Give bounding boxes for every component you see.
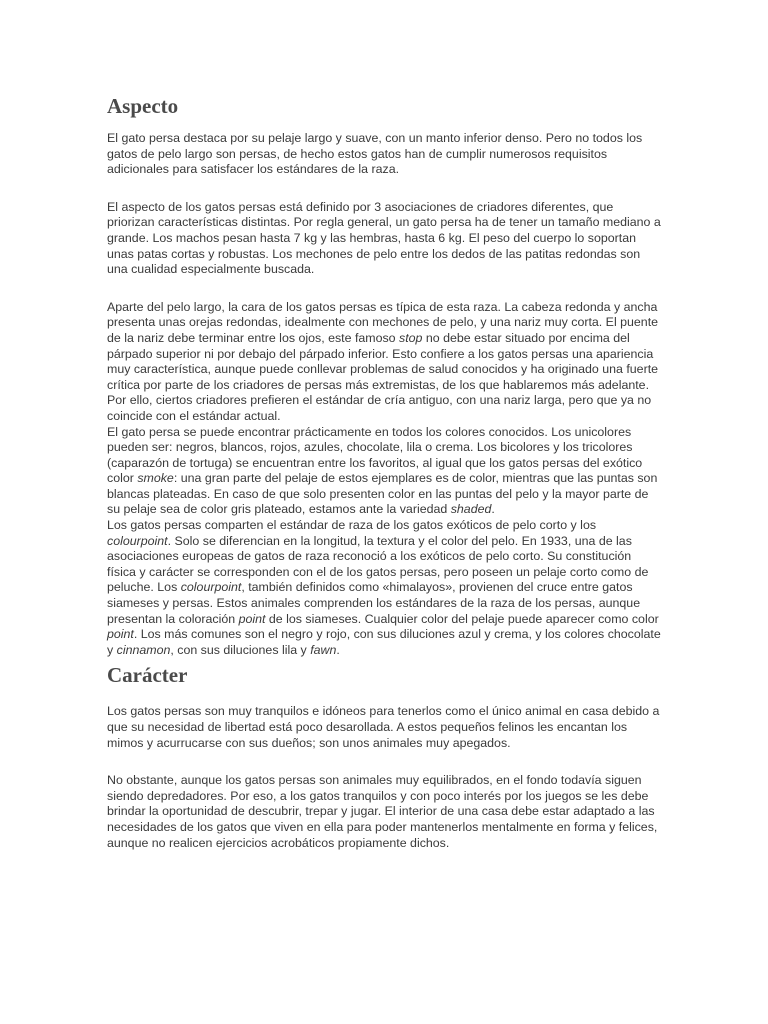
term-stop: stop [399, 330, 423, 345]
term-colourpoint: colourpoint [107, 533, 168, 548]
text-run: de los siameses. Cualquier color del pelaje puede aparecer como color [265, 611, 659, 626]
text-run: El gato persa se puede encontrar prácticamente en todos los colores conocidos. Los unicolores pueden ser: negros, blancos, rojos, azules, chocolate, lila o crema. Los bicolores y los tricolores (caparazón de tortuga) se encuentran entre los favoritos, al igual que los gatos persas del exótico color [107, 424, 643, 486]
term-smoke: smoke [137, 471, 174, 486]
term-point: point [107, 627, 134, 642]
term-shaded: shaded [450, 502, 492, 517]
text-run: . [491, 502, 495, 517]
term-point: point [238, 611, 266, 626]
term-colourpoint: colourpoint [180, 580, 242, 595]
paragraph-tranquilos: Los gatos persas son muy tranquilos e idóneos para tenerlos como el único animal en casa debido a que su necesidad de libertad está poco desarollada. A estos pequeños felinos les encantan los mimos y acurrucarse con sus dueños; son unos animales muy apegados. [107, 704, 660, 750]
term-cinnamon: cinnamon [116, 642, 171, 657]
text-run: . Los más comunes son el negro y rojo, con sus diluciones azul y crema, y los colores chocolate y [107, 627, 661, 657]
text-run: . [336, 642, 340, 657]
text-run: . Solo se diferencian en la longitud, la textura y el color del pelo. En 1933, una de las asociaciones europeas de gatos de raza reconoció a los exóticos de pelo corto. Su constitución física y carácter se corresponden con el de los gatos persas, pero poseen un pelaje corto como de peluche. Los [107, 533, 649, 595]
section-heading-aspecto: Aspecto [107, 94, 179, 118]
text-run: Aparte del pelo largo, la cara de los gatos persas es típica de esta raza. La cabeza redonda y ancha presenta unas orejas redondas, idealmente con mechones de pelo, y una nariz muy corta. El puente de la nariz debe terminar entre los ojos, este famoso [107, 299, 659, 345]
paragraph-cara [107, 300, 663, 425]
term-fawn: fawn [310, 642, 337, 657]
paragraph-estandar [107, 518, 663, 658]
paragraph-asociaciones: El aspecto de los gatos persas está definido por 3 asociaciones de criadores diferentes, que priorizan características distintas. Por regla general, un gato persa ha de tener un tamaño mediano a grande. Los machos pesan hasta 7 kg y las hembras, hasta 6 kg. El peso del cuerpo lo soportan unas patas cortas y robustas. Los mechones de pelo entre los dedos de las patitas redondas son una cualidad especialmente buscada. [107, 199, 661, 277]
text-run: , también definidos como «himalayos», provienen del cruce entre gatos siameses y persas. Estos animales comprenden los estándares de la raza de los persas, aunque presentan la coloración [107, 580, 641, 626]
document-page [107, 90, 663, 851]
section-heading-caracter: Carácter [107, 663, 188, 688]
paragraph-pelaje: El gato persa destaca por su pelaje largo y suave, con un manto inferior denso. Pero no todos los gatos de pelo largo son persas, de hecho estos gatos han de cumplir numerosos requisitos adicionales para satisfacer los estándares de la raza. [107, 131, 643, 177]
paragraph-colores [107, 425, 663, 519]
text-run: , con sus diluciones lila y [170, 642, 311, 657]
text-run: no debe estar situado por encima del párpado superior ni por debajo del párpado inferior. Esto confiere a los gatos persas una apariencia muy característica, aunque puede conllevar problemas de salud conocidos y ha originado una fuerte crítica por parte de los criadores de persas más extremistas, de los que hablaremos más adelante. Por ello, ciertos criadores prefieren el estándar de cría antiguo, con una nariz larga, pero que ya no coincide con el estándar actual. [107, 330, 659, 423]
paragraph-depredadores: No obstante, aunque los gatos persas son animales muy equilibrados, en el fondo todavía siguen siendo depredadores. Por eso, a los gatos tranquilos y con poco interés por los juegos se les debe brindar la oportunidad de descubrir, trepar y jugar. El interior de una casa debe estar adaptado a las necesidades de los gatos que viven en ella para poder mantenerlos mentalmente en forma y felices, aunque no realicen ejercicios acrobáticos propiamente dichos. [107, 773, 658, 850]
text-run: Los gatos persas comparten el estándar de raza de los gatos exóticos de pelo corto y los [107, 518, 597, 533]
text-run: : una gran parte del pelaje de estos ejemplares es de color, mientras que las puntas son blancas plateadas. En caso de que solo presenten color en las puntas del pelo y la mayor parte de su pelaje sea de color gris plateado, estamos ante la variedad [107, 471, 658, 517]
